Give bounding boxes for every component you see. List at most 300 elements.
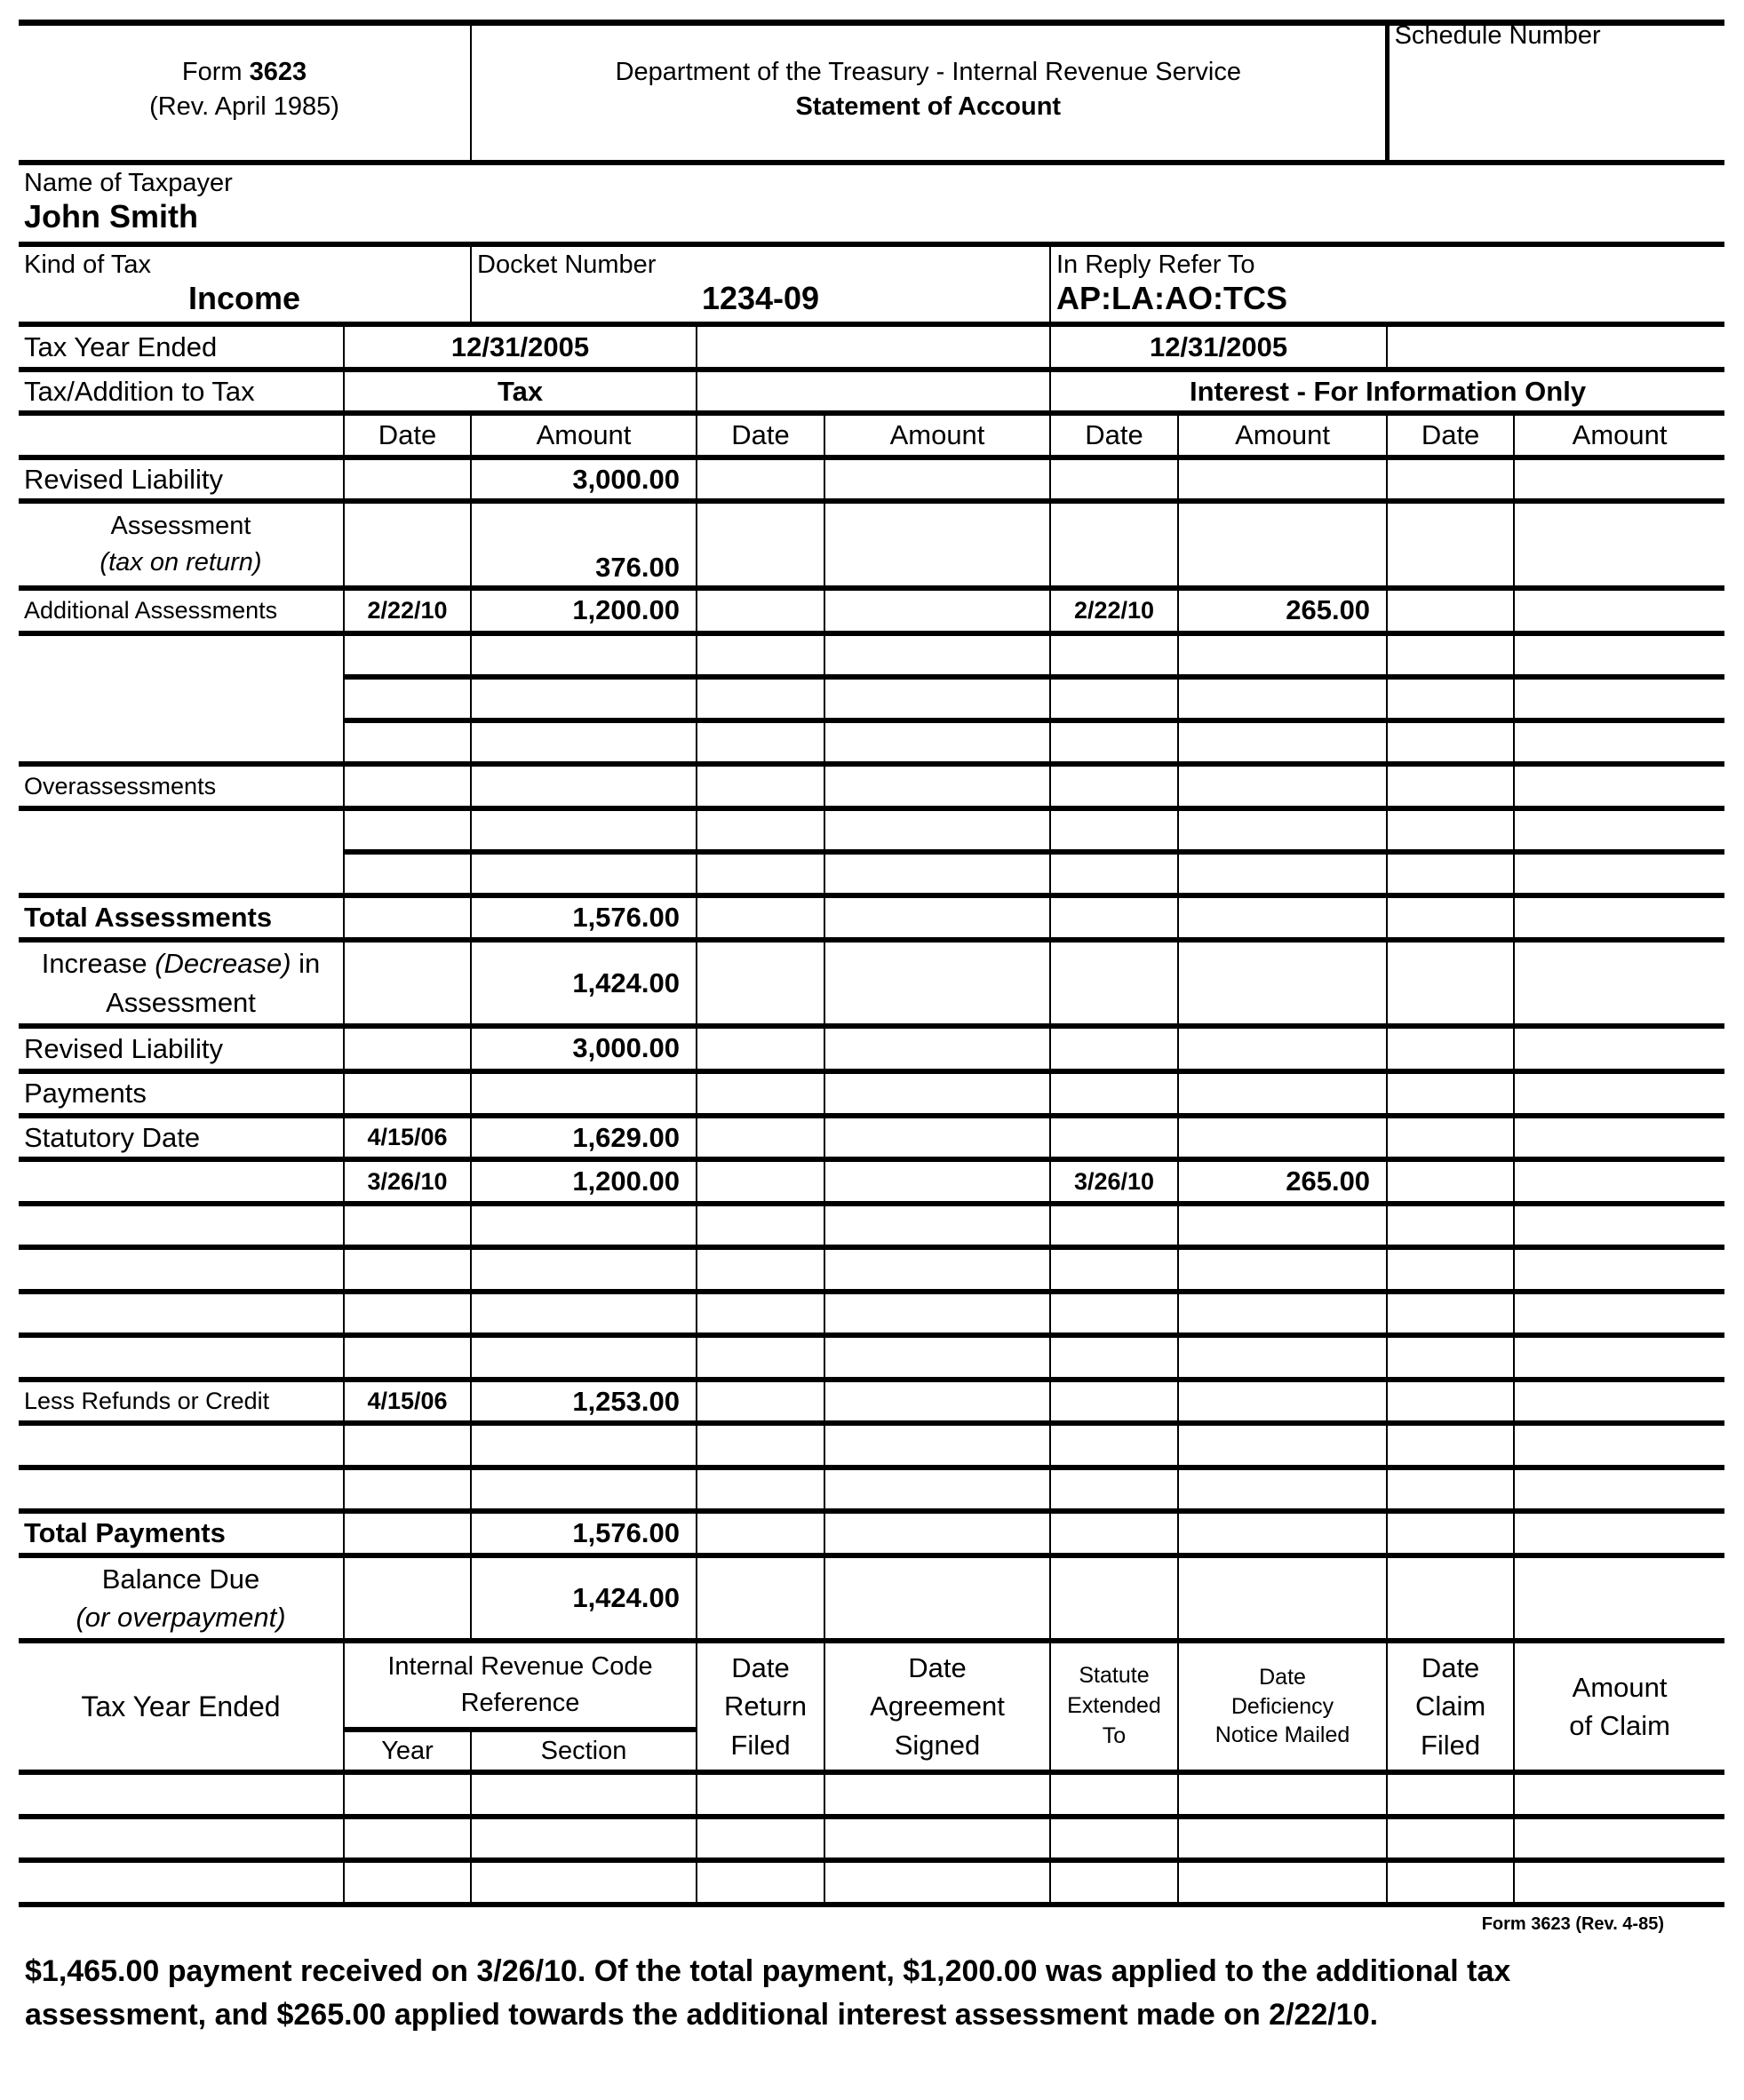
cell[interactable] <box>344 808 471 852</box>
cell[interactable] <box>1050 1817 1178 1860</box>
payment-2-interest-amount[interactable]: 265.00 <box>1178 1159 1387 1204</box>
cell[interactable] <box>1514 1772 1724 1817</box>
tax-year-1[interactable]: 12/31/2005 <box>344 324 697 370</box>
cell[interactable] <box>697 1511 824 1555</box>
cell[interactable] <box>697 501 824 588</box>
cell[interactable] <box>1514 1860 1724 1905</box>
cell[interactable] <box>1514 1116 1724 1159</box>
reply-refer-value: AP:LA:AO:TCS <box>1056 280 1287 316</box>
increase-amount[interactable]: 1,424.00 <box>471 940 697 1026</box>
balance-due-sublabel: (or overpayment) <box>76 1602 286 1633</box>
payment-2-tax-amount[interactable]: 1,200.00 <box>471 1159 697 1204</box>
cell[interactable] <box>824 677 1050 720</box>
cell[interactable] <box>824 588 1050 633</box>
cell[interactable] <box>1050 852 1178 895</box>
kind-of-tax-cell[interactable] <box>19 244 471 324</box>
cell[interactable] <box>1387 764 1514 808</box>
cell[interactable] <box>824 1511 1050 1555</box>
cell[interactable] <box>1178 895 1387 940</box>
cell[interactable] <box>1514 1380 1724 1423</box>
total-payments-amount[interactable]: 1,576.00 <box>471 1511 697 1555</box>
assessment-label: Assessment <box>110 512 251 541</box>
kind-of-tax-label: Kind of Tax <box>24 251 151 279</box>
bh-irc-reference: Internal Revenue Code Reference <box>344 1641 697 1730</box>
tax-year-4[interactable] <box>1387 324 1724 370</box>
table-row <box>19 808 1724 852</box>
cell[interactable] <box>697 1817 824 1860</box>
row-label-additional-assessments: Additional Assessments <box>19 588 344 633</box>
table-row <box>19 1116 1724 1159</box>
cell[interactable] <box>344 677 471 720</box>
cell[interactable] <box>824 1817 1050 1860</box>
cell[interactable] <box>1050 1204 1178 1247</box>
cell[interactable] <box>824 852 1050 895</box>
table-row <box>19 1468 1724 1511</box>
cell[interactable] <box>1387 940 1514 1026</box>
row-label-total-assessments: Total Assessments <box>19 895 344 940</box>
cell[interactable] <box>1387 1860 1514 1905</box>
group-interest: Interest - For Information Only <box>1050 370 1724 413</box>
total-assessments-amount[interactable]: 1,576.00 <box>471 895 697 940</box>
cell[interactable] <box>344 720 471 764</box>
cell[interactable] <box>344 852 471 895</box>
cell[interactable] <box>697 1468 824 1511</box>
cell[interactable] <box>824 1335 1050 1380</box>
cell[interactable] <box>1050 1026 1178 1071</box>
cell[interactable] <box>1178 852 1387 895</box>
table-row <box>19 1380 1724 1423</box>
tax-year-3[interactable]: 12/31/2005 <box>1050 324 1387 370</box>
form-footer-reference: Form 3623 (Rev. 4-85) <box>1481 1914 1664 1934</box>
cell[interactable] <box>344 1204 471 1247</box>
blank-label <box>19 1204 344 1247</box>
cell[interactable] <box>1050 895 1178 940</box>
payment-2-interest-date[interactable]: 3/26/10 <box>1050 1159 1178 1204</box>
table-row <box>19 764 1724 808</box>
cell[interactable] <box>471 1204 697 1247</box>
row-label-total-payments: Total Payments <box>19 1511 344 1555</box>
cell[interactable] <box>824 1555 1050 1641</box>
cell[interactable] <box>1178 1026 1387 1071</box>
cell[interactable] <box>344 1071 471 1116</box>
cell[interactable] <box>471 1247 697 1292</box>
cell[interactable] <box>1050 808 1178 852</box>
cell[interactable] <box>1178 1292 1387 1335</box>
cell[interactable] <box>1050 720 1178 764</box>
cell[interactable] <box>697 1159 824 1204</box>
cell[interactable] <box>824 720 1050 764</box>
bh-section: Section <box>471 1730 697 1772</box>
cell[interactable] <box>697 633 824 677</box>
cell[interactable] <box>344 1026 471 1071</box>
bh-amount-of-claim: Amount of Claim <box>1514 1641 1724 1772</box>
payment-2-tax-date[interactable]: 3/26/10 <box>344 1159 471 1204</box>
cell[interactable] <box>1050 1292 1178 1335</box>
cell[interactable] <box>1514 1423 1724 1468</box>
increase-label: Increase <box>41 948 155 980</box>
assessment-amount[interactable]: 376.00 <box>471 501 697 588</box>
row-label-increase <box>19 940 344 1026</box>
cell[interactable] <box>344 457 471 501</box>
cell[interactable] <box>344 1860 471 1905</box>
bottom-header-row <box>19 1641 1724 1730</box>
cell[interactable] <box>697 1860 824 1905</box>
cell[interactable] <box>344 633 471 677</box>
cell[interactable] <box>697 1772 824 1817</box>
cell[interactable] <box>697 720 824 764</box>
cell[interactable] <box>1514 808 1724 852</box>
cell[interactable] <box>1178 677 1387 720</box>
cell[interactable] <box>1514 1026 1724 1071</box>
cell[interactable] <box>1178 940 1387 1026</box>
cell[interactable] <box>697 764 824 808</box>
taxpayer-name-cell[interactable] <box>19 163 1724 244</box>
cell[interactable] <box>824 940 1050 1026</box>
cell[interactable] <box>1387 1511 1514 1555</box>
cell[interactable] <box>1387 1772 1514 1817</box>
cell[interactable] <box>1387 1026 1514 1071</box>
cell[interactable] <box>1387 1423 1514 1468</box>
cell[interactable] <box>471 1292 697 1335</box>
kind-docket-row <box>19 244 1724 324</box>
schedule-number-cell[interactable] <box>1387 20 1724 163</box>
cell[interactable] <box>471 764 697 808</box>
cell[interactable] <box>824 1380 1050 1423</box>
cell[interactable] <box>824 1860 1050 1905</box>
cell[interactable] <box>1178 1511 1387 1555</box>
cell[interactable] <box>471 852 697 895</box>
cell[interactable] <box>344 1423 471 1468</box>
cell[interactable] <box>1514 895 1724 940</box>
cell[interactable] <box>1178 1247 1387 1292</box>
cell[interactable] <box>1387 1292 1514 1335</box>
col-date-4: Date <box>1387 413 1514 457</box>
assessment-sublabel: (tax on return) <box>100 548 262 577</box>
cell[interactable] <box>1050 677 1178 720</box>
cell[interactable] <box>697 1116 824 1159</box>
additional-interest-amount[interactable]: 265.00 <box>1178 588 1387 633</box>
cell[interactable] <box>1178 457 1387 501</box>
cell[interactable] <box>697 1380 824 1423</box>
cell[interactable] <box>1387 1335 1514 1380</box>
form-revision: (Rev. April 1985) <box>149 92 339 121</box>
cell[interactable] <box>697 1247 824 1292</box>
table-row <box>19 1071 1724 1116</box>
cell[interactable] <box>697 677 824 720</box>
cell[interactable] <box>1514 677 1724 720</box>
col-date-1: Date <box>344 413 471 457</box>
cell[interactable] <box>824 1292 1050 1335</box>
cell[interactable] <box>1178 1423 1387 1468</box>
cell[interactable] <box>471 808 697 852</box>
cell[interactable] <box>344 1292 471 1335</box>
tax-year-ended-row <box>19 324 1724 370</box>
table-row <box>19 1204 1724 1247</box>
cell[interactable] <box>1514 1159 1724 1204</box>
cell[interactable] <box>1178 1817 1387 1860</box>
statutory-date[interactable]: 4/15/06 <box>344 1116 471 1159</box>
cell[interactable] <box>1514 764 1724 808</box>
reply-refer-cell[interactable] <box>1050 244 1724 324</box>
cell[interactable] <box>1514 1247 1724 1292</box>
cell[interactable] <box>1178 1860 1387 1905</box>
cell[interactable] <box>1514 1292 1724 1335</box>
cell[interactable] <box>471 633 697 677</box>
tax-year-2[interactable] <box>697 324 1050 370</box>
cell[interactable] <box>824 895 1050 940</box>
row-label-revised-liability: Revised Liability <box>19 457 344 501</box>
revised-liability-amount[interactable]: 3,000.00 <box>471 457 697 501</box>
cell[interactable] <box>1178 633 1387 677</box>
cell[interactable] <box>697 1204 824 1247</box>
cell[interactable] <box>1178 1204 1387 1247</box>
cell[interactable] <box>471 1772 697 1817</box>
table-row <box>19 1772 1724 1817</box>
cell[interactable] <box>824 457 1050 501</box>
table-row <box>19 1335 1724 1380</box>
cell[interactable] <box>1178 1555 1387 1641</box>
bh-date-return-filed: Date Return Filed <box>697 1641 824 1772</box>
cell[interactable] <box>1387 1817 1514 1860</box>
form-label: Form <box>181 57 243 86</box>
cell[interactable] <box>1050 764 1178 808</box>
cell[interactable] <box>1178 720 1387 764</box>
cell[interactable] <box>1050 1247 1178 1292</box>
cell[interactable] <box>1178 1468 1387 1511</box>
cell[interactable] <box>1387 1468 1514 1511</box>
cell[interactable] <box>1178 501 1387 588</box>
cell[interactable] <box>697 1555 824 1641</box>
cell[interactable] <box>471 720 697 764</box>
cell[interactable] <box>824 1468 1050 1511</box>
cell[interactable] <box>1178 1335 1387 1380</box>
additional-interest-date[interactable]: 2/22/10 <box>1050 588 1178 633</box>
table-row <box>19 1292 1724 1335</box>
cell[interactable] <box>1178 808 1387 852</box>
cell[interactable] <box>697 1071 824 1116</box>
cell[interactable] <box>824 1116 1050 1159</box>
cell[interactable] <box>824 764 1050 808</box>
cell[interactable] <box>1178 1772 1387 1817</box>
cell[interactable] <box>344 1772 471 1817</box>
cell[interactable] <box>344 1335 471 1380</box>
cell[interactable] <box>697 1026 824 1071</box>
col-amount-4: Amount <box>1514 413 1724 457</box>
cell[interactable] <box>824 1204 1050 1247</box>
cell[interactable] <box>824 1071 1050 1116</box>
row-label-refunds: Less Refunds or Credit <box>19 1380 344 1423</box>
cell[interactable] <box>19 1860 344 1905</box>
cell[interactable] <box>344 895 471 940</box>
cell[interactable] <box>344 940 471 1026</box>
refunds-date[interactable]: 4/15/06 <box>344 1380 471 1423</box>
cell[interactable] <box>1514 1511 1724 1555</box>
cell[interactable] <box>344 501 471 588</box>
table-row <box>19 1423 1724 1468</box>
cell[interactable] <box>1514 1468 1724 1511</box>
cell[interactable] <box>824 1423 1050 1468</box>
cell[interactable] <box>19 1772 344 1817</box>
col-date-3: Date <box>1050 413 1178 457</box>
cell[interactable] <box>1387 1116 1514 1159</box>
cell[interactable] <box>471 1468 697 1511</box>
cell[interactable] <box>697 457 824 501</box>
cell[interactable] <box>1178 1380 1387 1423</box>
bh-year: Year <box>344 1730 471 1772</box>
cell[interactable] <box>1178 764 1387 808</box>
cell[interactable] <box>824 1247 1050 1292</box>
cell[interactable] <box>471 677 697 720</box>
cell[interactable] <box>697 895 824 940</box>
cell[interactable] <box>1514 720 1724 764</box>
blank-label <box>19 1292 344 1335</box>
cell[interactable] <box>1387 1204 1514 1247</box>
cell[interactable] <box>1050 1511 1178 1555</box>
cell[interactable] <box>1387 633 1514 677</box>
cell[interactable] <box>697 588 824 633</box>
row-label-statutory-date: Statutory Date <box>19 1116 344 1159</box>
cell[interactable] <box>1514 1335 1724 1380</box>
cell[interactable] <box>1178 1071 1387 1116</box>
cell[interactable] <box>1387 895 1514 940</box>
cell[interactable] <box>1387 852 1514 895</box>
cell[interactable] <box>471 1071 697 1116</box>
cell[interactable] <box>1387 720 1514 764</box>
cell[interactable] <box>1050 501 1178 588</box>
cell[interactable] <box>1387 1555 1514 1641</box>
cell[interactable] <box>1050 1468 1178 1511</box>
cell[interactable] <box>1050 1335 1178 1380</box>
table-row <box>19 1511 1724 1555</box>
bh-date-deficiency-notice: Date Deficiency Notice Mailed <box>1178 1641 1387 1772</box>
cell[interactable] <box>1050 633 1178 677</box>
balance-due-label: Balance Due <box>101 1563 260 1595</box>
table-row <box>19 457 1724 501</box>
cell[interactable] <box>1050 1071 1178 1116</box>
reply-refer-label: In Reply Refer To <box>1056 251 1255 279</box>
cell[interactable] <box>1178 1116 1387 1159</box>
cell[interactable] <box>344 1247 471 1292</box>
cell[interactable] <box>1050 1772 1178 1817</box>
col-amount-2: Amount <box>824 413 1050 457</box>
docket-number-cell[interactable] <box>471 244 1050 324</box>
schedule-number-label: Schedule Number <box>1394 21 1601 50</box>
cell[interactable] <box>1050 1555 1178 1641</box>
cell[interactable] <box>1050 1860 1178 1905</box>
cell[interactable] <box>1514 1817 1724 1860</box>
cell[interactable] <box>1387 1247 1514 1292</box>
cell[interactable] <box>824 1159 1050 1204</box>
cell[interactable] <box>1050 1423 1178 1468</box>
additional-tax-amount[interactable]: 1,200.00 <box>471 588 697 633</box>
row-label-overassessments: Overassessments <box>19 764 344 808</box>
refunds-amount[interactable]: 1,253.00 <box>471 1380 697 1423</box>
cell[interactable] <box>1514 457 1724 501</box>
cell[interactable] <box>471 1817 697 1860</box>
statutory-amount[interactable]: 1,629.00 <box>471 1116 697 1159</box>
blank-label <box>19 1468 344 1511</box>
cell[interactable] <box>344 1555 471 1641</box>
department-name: Department of the Treasury - Internal Revenue Service <box>615 57 1241 86</box>
column-header-row <box>19 413 1724 457</box>
cell[interactable] <box>1050 1116 1178 1159</box>
cell[interactable] <box>344 1817 471 1860</box>
blank-label <box>19 1159 344 1204</box>
cell[interactable] <box>471 1335 697 1380</box>
decrease-label: (Decrease) <box>155 948 291 980</box>
cell[interactable] <box>1514 1204 1724 1247</box>
cell[interactable] <box>1387 1071 1514 1116</box>
group-tax: Tax <box>344 370 697 413</box>
cell[interactable] <box>824 1772 1050 1817</box>
cell[interactable] <box>1050 1380 1178 1423</box>
group-2[interactable] <box>697 370 1050 413</box>
table-row <box>19 1860 1724 1905</box>
kind-of-tax-value: Income <box>187 280 301 316</box>
cell[interactable] <box>471 1860 697 1905</box>
cell[interactable] <box>824 1026 1050 1071</box>
in-label: in <box>291 948 321 980</box>
cell[interactable] <box>697 940 824 1026</box>
cell[interactable] <box>1514 1071 1724 1116</box>
cell[interactable] <box>1514 501 1724 588</box>
table-row <box>19 1026 1724 1071</box>
cell[interactable] <box>1514 940 1724 1026</box>
cell[interactable] <box>1387 808 1514 852</box>
cell[interactable] <box>824 808 1050 852</box>
blank-header <box>19 413 344 457</box>
tax-addition-label: Tax/Addition to Tax <box>19 370 344 413</box>
cell[interactable] <box>824 501 1050 588</box>
bh-date-claim-filed: Date Claim Filed <box>1387 1641 1514 1772</box>
row-label-assessment <box>19 501 344 588</box>
blank-label <box>19 1247 344 1292</box>
blank-label <box>19 1335 344 1380</box>
revised-liability-2-amount[interactable]: 3,000.00 <box>471 1026 697 1071</box>
cell[interactable] <box>1514 1555 1724 1641</box>
cell[interactable] <box>1387 1380 1514 1423</box>
balance-due-amount[interactable]: 1,424.00 <box>471 1555 697 1641</box>
statement-of-account-form <box>19 20 1724 1907</box>
cell[interactable] <box>1387 457 1514 501</box>
cell[interactable] <box>1514 588 1724 633</box>
tax-year-ended-label: Tax Year Ended <box>19 324 344 370</box>
cell[interactable] <box>1050 940 1178 1026</box>
cell[interactable] <box>471 1423 697 1468</box>
table-row <box>19 633 1724 677</box>
cell[interactable] <box>1387 1159 1514 1204</box>
cell[interactable] <box>697 1292 824 1335</box>
table-row <box>19 1817 1724 1860</box>
cell[interactable] <box>344 1511 471 1555</box>
cell[interactable] <box>697 852 824 895</box>
cell[interactable] <box>1387 588 1514 633</box>
cell[interactable] <box>19 1817 344 1860</box>
cell[interactable] <box>1514 633 1724 677</box>
cell[interactable] <box>697 808 824 852</box>
table-row <box>19 501 1724 588</box>
cell[interactable] <box>1514 852 1724 895</box>
cell[interactable] <box>1387 677 1514 720</box>
cell[interactable] <box>344 764 471 808</box>
additional-tax-date[interactable]: 2/22/10 <box>344 588 471 633</box>
cell[interactable] <box>1050 457 1178 501</box>
cell[interactable] <box>1387 501 1514 588</box>
cell[interactable] <box>344 1468 471 1511</box>
cell[interactable] <box>697 1423 824 1468</box>
cell[interactable] <box>824 633 1050 677</box>
cell[interactable] <box>697 1335 824 1380</box>
